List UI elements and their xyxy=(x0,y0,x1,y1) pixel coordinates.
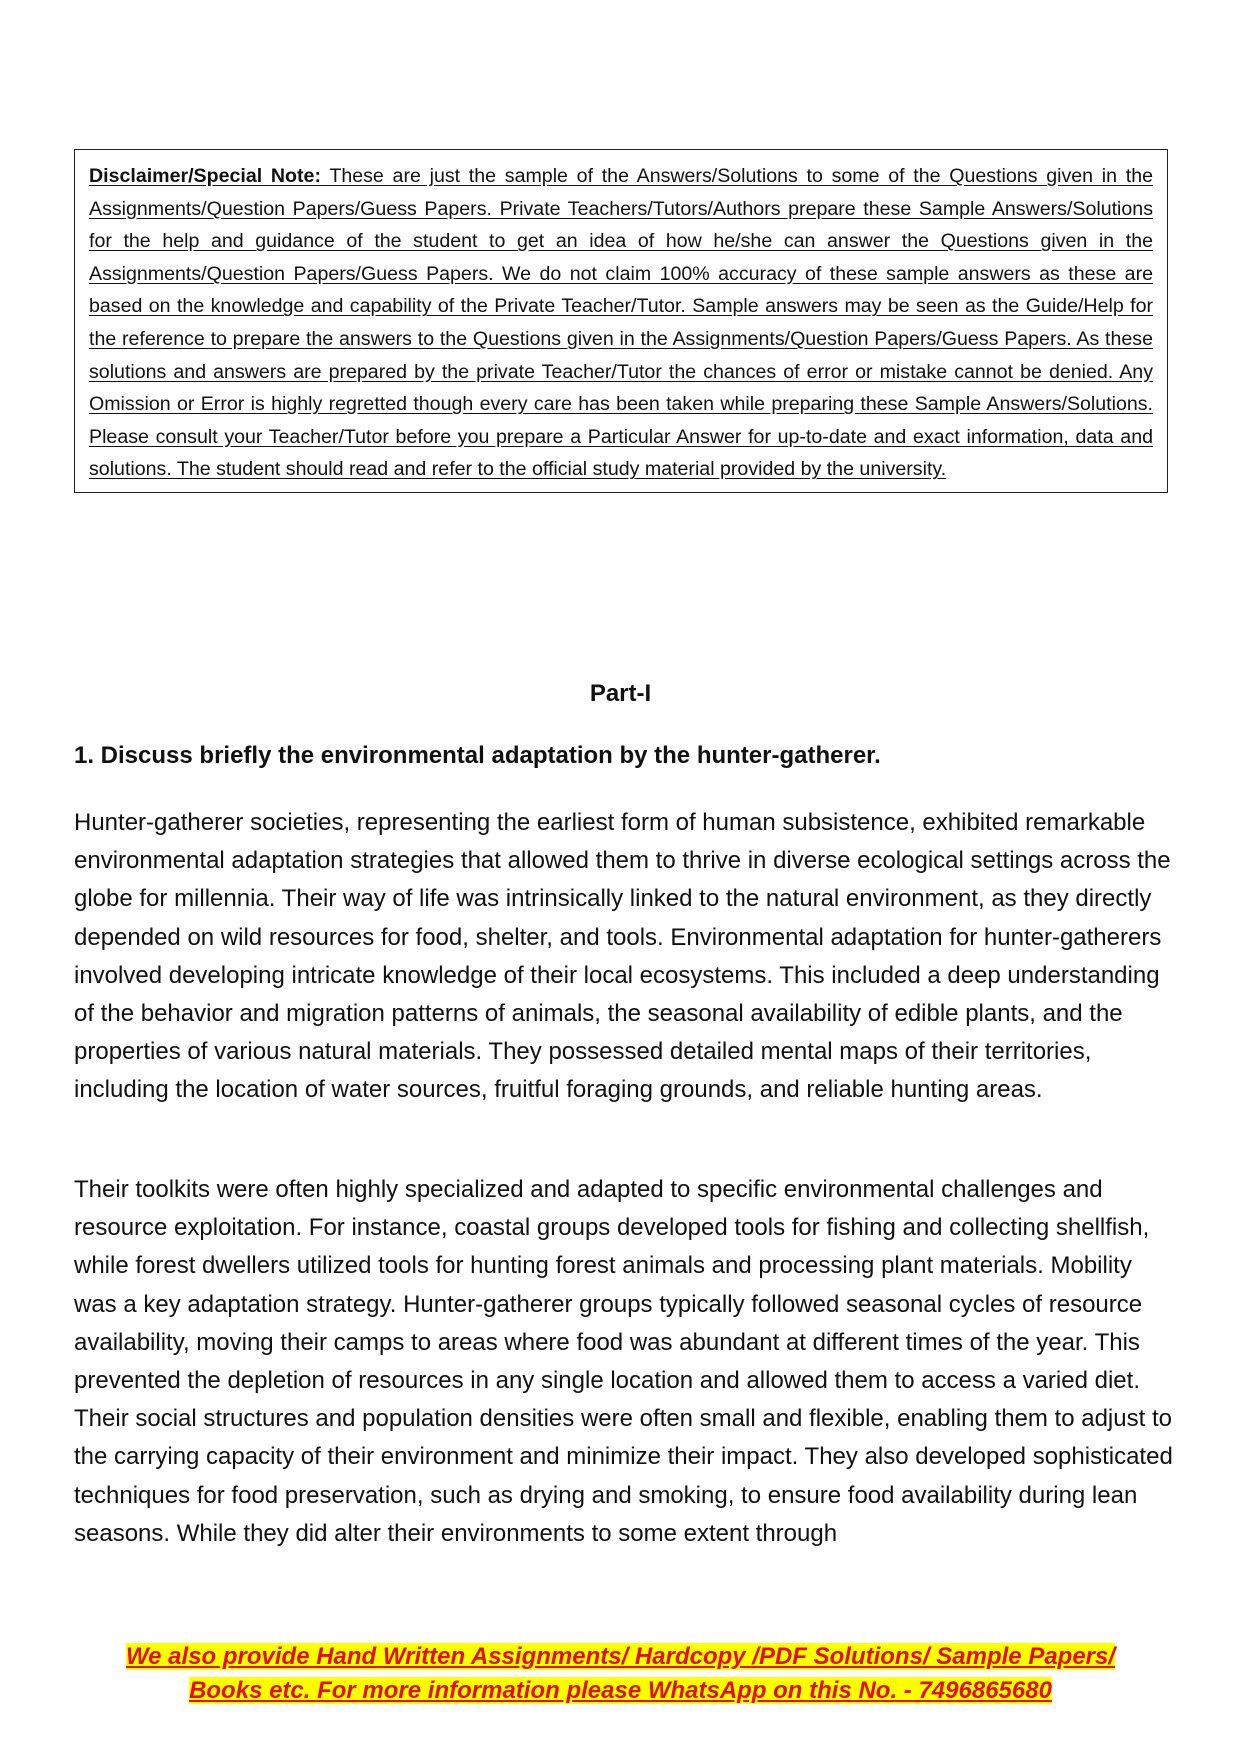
part-heading: Part-I xyxy=(589,680,652,707)
disclaimer-label: Disclaimer/Special Note: xyxy=(89,165,321,187)
disclaimer-text: These are just the sample of the Answers/Solutions to some of the Questions given in the Assignments/Question Papers/Guess Papers. Private Teachers/Tutors/Authors prepare these Sample Answers/Solutions for the help and guidance of the student to get an idea of how he/she can answer the Questions given in the Assignments/Question Papers/Guess Papers. We do not claim 100% accuracy of these sample answers as these are based on the knowledge and capability of the Private Teacher/Tutor. Sample answers may be seen as the Guide/Help for the reference to prepare the answers to the Questions given in the Assignments/Question Papers/Guess Papers. As these solutions and answers are prepared by the private Teacher/Tutor the chances of error or mistake cannot be denied. Any Omission or Error is highly regretted though every care has been taken while preparing these Sample Answers/Solutions. Please consult your Teacher/Tutor before you prepare a Particular Answer for up-to-date and exact information, data and solutions. The student should read and refer to the official study material provided by the university. xyxy=(89,165,1154,481)
promo-line-1: We also provide Hand Written Assignments/ Hardcopy /PDF Solutions/ Sample Papers/ xyxy=(125,1643,1116,1670)
promo-footer xyxy=(0,1640,1241,1708)
question-heading: 1. Discuss briefly the environmental adaptation by the hunter-gatherer. xyxy=(74,742,881,769)
answer-paragraph-2: Their toolkits were often highly specialized and adapted to specific environmental challenges and resource exploitation. For instance, coastal groups developed tools for fishing and collecting shellfish, while forest dwellers utilized tools for hunting forest animals and processing plant materials. Mobility was a key adaptation strategy. Hunter-gatherer groups typically followed seasonal cycles of resource availability, moving their camps to areas where food was abundant at different times of the year. This prevented the depletion of resources in any single location and allowed them to access a varied diet. Their social structures and population densities were often small and flexible, enabling them to adjust to the carrying capacity of their environment and minimize their impact. They also developed sophisticated techniques for food preservation, such as drying and smoking, to ensure food availability during lean seasons. While they did alter their environments to some extent through xyxy=(74,1176,1173,1547)
disclaimer-box xyxy=(74,149,1168,493)
answer-paragraph-1: Hunter-gatherer societies, representing the earliest form of human subsistence, exhibited remarkable environmental adaptation strategies that allowed them to thrive in diverse ecological settings across the globe for millennia. Their way of life was intrinsically linked to the natural environment, as they directly depended on wild resources for food, shelter, and tools. Environmental adaptation for hunter-gatherers involved developing intricate knowledge of their local ecosystems. This included a deep understanding of the behavior and migration patterns of animals, the seasonal availability of edible plants, and the properties of various natural materials. They possessed detailed mental maps of their territories, including the location of water sources, fruitful foraging grounds, and reliable hunting areas. xyxy=(74,809,1171,1104)
promo-line-2: Books etc. For more information please WhatsApp on this No. - 7496865680 xyxy=(189,1677,1052,1704)
